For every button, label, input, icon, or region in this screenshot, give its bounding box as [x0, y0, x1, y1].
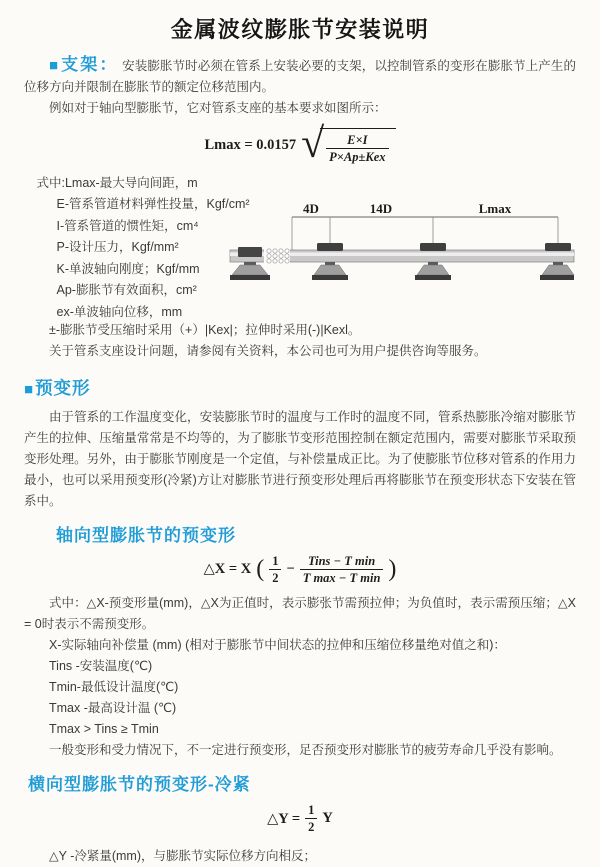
lateral-formula-rhs: Y [322, 810, 333, 827]
consulting-note: 关于管系支座设计问题，请参阅有关资料，本公司也可为用户提供咨询等服务。 [49, 343, 487, 358]
predeform-heading-label: 预变形 [35, 377, 91, 398]
axial-formula-lhs: △X = X [203, 561, 252, 578]
one-half-fraction: $\frac{1}{2}$ [269, 553, 281, 587]
lmax-formula-prefix: Lmax = 0.0157 [204, 137, 297, 154]
variables-and-diagram-region [24, 173, 576, 320]
lmax-fraction [326, 132, 388, 166]
variable-definition: E-管系管道材料弹性投量，Kgf/cm² [56, 197, 250, 211]
axial-x-definition: X-实际轴向补偿量 (mm) (相对于膨胀节中间状态的拉伸和压缩位移量绝对值之和)： [49, 638, 506, 652]
document-content [0, 44, 600, 867]
lateral-formula-lhs: △Y = [267, 810, 301, 827]
bellows-icon [264, 248, 290, 263]
radical-sign-icon: √ [301, 121, 325, 167]
axial-fatigue-note: 一般变形和受力情况下，不一定进行预变形，足否预变形对膨胀节的疲劳寿命几乎没有影响。 [49, 743, 562, 757]
lmax-fraction-denominator: P×Ap±Kex [326, 148, 388, 165]
support-intro-text: 安装膨胀节时必须在管系上安装必要的支架，以控制管系的变形在膨胀节上产生的位移方向并限制在膨胀节的额定位移范围内。 [24, 59, 576, 94]
variable-definition: ex-单波轴向位移，mm [56, 304, 183, 319]
lmax-fraction-numerator: E×I [347, 133, 368, 147]
radical-expression [301, 121, 395, 167]
predeform-paragraph: 由于管系的工作温度变化，安装膨胀节时的温度与工作时的温度不同，管系热膨胀冷缩对膨胀节产生的拉伸、压缩量常常是不均等的，为了膨胀节变形范围控制在额定范围内，需要对膨胀节采取预变形处理。另外，由于膨胀节刚度是一个定值，与补偿量成正比。为了使膨胀节位移对管系的作用力最小，也可以采用预变形(冷紧)方让对膨胀节进行预变形处理后再将膨胀节在预变形状态下安装在管系中。 [24, 409, 576, 508]
variable-definition: K-单波轴向刚度；Kgf/mm [56, 261, 200, 276]
predeform-section-heading [24, 375, 576, 400]
axial-tmin-definition: Tmin-最低设计温度(℃) [49, 680, 179, 694]
variable-definition: 式中:Lmax-最大导向间距，m [36, 175, 198, 190]
support-heading-label: 支架： [61, 55, 119, 74]
close-paren: ) [388, 556, 397, 583]
variable-definition: P-设计压力，Kgf/mm² [56, 240, 179, 254]
one-half-fraction: $\frac{1}{2}$ [305, 802, 317, 836]
diagram-label-4d: 4D [303, 200, 319, 216]
temperature-ratio-fraction: $\frac{\text{Tins − T min}}{\text{T max − T min}}$ [300, 553, 384, 587]
lateral-cold-tightening-note: △Y -冷紧量(mm)，与膨胀节实际位移方向相反； [49, 848, 317, 863]
lmax-formula [24, 121, 576, 167]
support-section-heading [49, 55, 119, 74]
axial-predeform-heading: 轴向型膨胀节的预变形 [56, 525, 236, 545]
sign-convention-note: ±-膨胀节受压缩时采用（+）|Kex|；拉伸时采用(-)|Kexl。 [49, 322, 361, 337]
axial-tins-definition: Tins -安装温度(℃) [49, 659, 153, 673]
minus-sign: − [286, 560, 295, 577]
page-title: 金属波纹膨胀节安装说明 [170, 17, 430, 42]
variable-definition: I-管系管道的惯性矩，cm⁴ [56, 218, 199, 233]
pipe-support-diagram [230, 201, 574, 285]
diagram-label-14d: 14D [369, 200, 393, 216]
axial-tmax-definition: Tmax -最高设计温 (℃) [49, 701, 177, 715]
support-example-line: 例如对于轴向型膨胀节，它对管系支座的基本要求如图所示： [49, 101, 387, 115]
radical-body [320, 128, 395, 166]
lateral-predeform-formula [24, 802, 576, 836]
open-paren: ( [256, 556, 265, 583]
support-intro-paragraph [24, 54, 576, 98]
variable-definition: Ap-膨胀节有效面积，cm² [56, 283, 197, 297]
axial-predeform-formula [24, 553, 576, 587]
diagram-label-lmax: Lmax [478, 200, 512, 216]
axial-temperature-inequality: Tmax > Tins ≥ Tmin [49, 722, 159, 736]
blue-square-icon: ■ [24, 380, 35, 398]
lateral-predeform-heading: 横向型膨胀节的预变形-冷紧 [28, 775, 251, 794]
axial-where-text: 式中：△X-预变形量(mm)，△X为正值时，表示膨张节需预拉伸；为负值时，表示需预压缩；△X = 0时表示不需预变形。 [24, 596, 576, 631]
blue-square-icon: ■ [49, 57, 61, 74]
